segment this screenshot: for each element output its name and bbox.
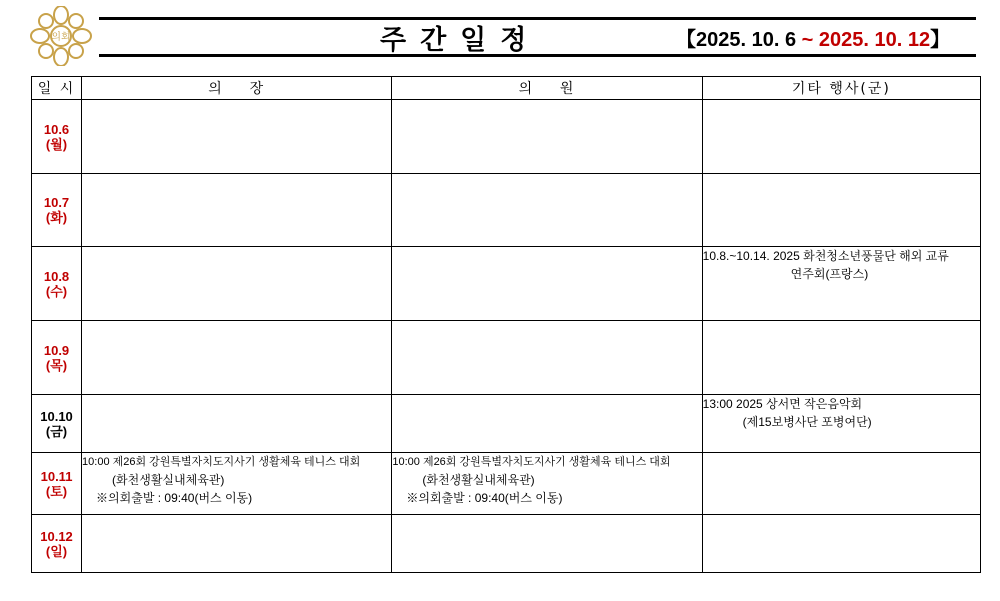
- member-cell: [392, 515, 702, 573]
- event-line: 10.8.~10.14. 2025 화천청소년풍물단 해외 교류: [702, 249, 949, 263]
- chair-cell: [82, 395, 392, 453]
- date-cell: 10.12 (일): [32, 515, 82, 573]
- table-row: [32, 247, 981, 321]
- event-line: ※의회출발 : 09:40(버스 이동): [96, 491, 253, 505]
- date-cell: 10.11 (토): [32, 453, 82, 515]
- other-cell: [702, 247, 980, 321]
- header-member: 의 원: [392, 77, 702, 100]
- table-row: [32, 515, 981, 573]
- weekly-schedule-table: [31, 76, 981, 573]
- date-range: [676, 23, 950, 52]
- member-cell: [392, 100, 702, 174]
- date-cell: 10.9 (목): [32, 321, 82, 395]
- chair-cell: [82, 321, 392, 395]
- other-cell: [702, 453, 980, 515]
- event-line: 10:00 제26회 강원특별자치도지사기 생활체육 테니스 대회: [82, 456, 361, 468]
- header-chair: 의 장: [82, 77, 392, 100]
- other-cell: [702, 100, 980, 174]
- member-cell: [392, 174, 702, 247]
- other-cell: [702, 321, 980, 395]
- chair-cell: [82, 247, 392, 321]
- event-line: ※의회출발 : 09:40(버스 이동): [406, 491, 563, 505]
- event-line: 연주회(프랑스): [790, 267, 869, 281]
- other-cell: [702, 395, 980, 453]
- period-tilde: ~: [796, 29, 819, 51]
- emblem-text: 의회: [51, 32, 71, 43]
- event-line: (화천생활실내체육관): [422, 473, 535, 487]
- date-cell: 10.7 (화): [32, 174, 82, 247]
- other-cell: [702, 174, 980, 247]
- event-line: (제15보병사단 포병여단): [742, 415, 872, 429]
- open-bracket: 【: [676, 29, 696, 51]
- member-cell: [392, 453, 702, 515]
- table-row: [32, 321, 981, 395]
- chair-cell: [82, 515, 392, 573]
- event-line: (화천생활실내체육관): [112, 473, 225, 487]
- event-line: 10:00 제26회 강원특별자치도지사기 생활체육 테니스 대회: [392, 456, 671, 468]
- table-row: [32, 174, 981, 247]
- table-header-row: [32, 77, 981, 100]
- period-end: 2025. 10. 12: [818, 29, 931, 51]
- header-datetime: 일 시: [32, 77, 82, 100]
- other-cell: [702, 515, 980, 573]
- period-start: 2025. 10. 6: [696, 29, 797, 51]
- date-cell: 10.8 (수): [32, 247, 82, 321]
- chair-cell: [82, 100, 392, 174]
- member-cell: [392, 395, 702, 453]
- table-row: [32, 395, 981, 453]
- table-row: [32, 453, 981, 515]
- event-line: 13:00 2025 상서면 작은음악회: [702, 397, 863, 411]
- date-cell: 10.6 (월): [32, 100, 82, 174]
- council-emblem: [28, 6, 94, 66]
- header-other-events: 기타 행사(군): [702, 77, 980, 100]
- member-cell: [392, 321, 702, 395]
- date-cell: 10.10 (금): [32, 395, 82, 453]
- chair-cell: [82, 453, 392, 515]
- chair-cell: [82, 174, 392, 247]
- member-cell: [392, 247, 702, 321]
- close-bracket: 】: [930, 29, 951, 51]
- page-title: 주간일정: [380, 25, 541, 56]
- table-row: [32, 100, 981, 174]
